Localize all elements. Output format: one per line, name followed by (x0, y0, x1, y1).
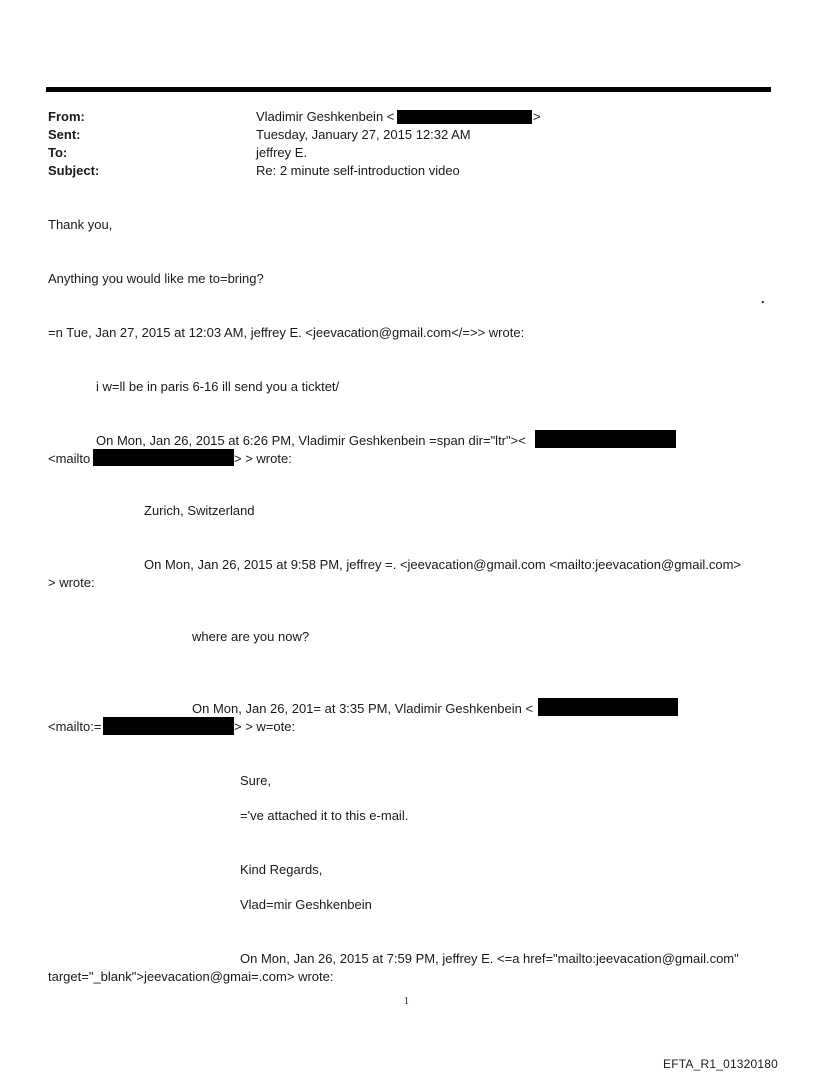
quote-header: On Mon, Jan 26, 201= at 3:35 PM, Vladimir Geshkenbein < (192, 701, 534, 716)
quote-header: =n Tue, Jan 27, 2015 at 12:03 AM, jeffrey E. <jeevacation@gmail.com</=>> wrote: (48, 325, 525, 340)
body-line: ='ve attached it to this e-mail. (240, 808, 409, 823)
sent-label: Sent: (48, 127, 81, 142)
body-line: Kind Regards, (240, 862, 323, 877)
quote-header: On Mon, Jan 26, 2015 at 9:58 PM, jeffrey =. <jeevacation@gmail.com <mailto:jeevacation@gmail.com> (144, 557, 742, 572)
stray-dot: . (761, 291, 765, 306)
from-label: From: (48, 109, 85, 124)
redaction-box (397, 110, 532, 124)
to-value: jeffrey E. (256, 145, 308, 160)
body-line: i w=ll be in paris 6-16 ill send you a ticktet/ (96, 379, 340, 394)
quote-header-wrote: target="_blank">jeevacation@gmai=.com> wrote: (48, 969, 334, 984)
body-line: Thank you, (48, 217, 113, 232)
subject-value: Re: 2 minute self-introduction video (256, 163, 460, 178)
sent-value: Tuesday, January 27, 2015 12:32 AM (256, 127, 471, 142)
signature: Vlad=mir Geshkenbein (240, 897, 372, 912)
document-id: EFTA_R1_01320180 (663, 1057, 779, 1071)
quote-header: On Mon, Jan 26, 2015 at 6:26 PM, Vladimir Geshkenbein =span dir="ltr">< (96, 433, 526, 448)
quote-header-mailto: <mailto:= (48, 719, 102, 734)
from-close: > (533, 109, 541, 124)
body-line: Zurich, Switzerland (144, 503, 255, 518)
header-rule (46, 87, 771, 92)
redaction-box (538, 698, 678, 716)
body-line: Sure, (240, 773, 272, 788)
page-number: 1 (404, 996, 409, 1007)
from-value: Vladimir Geshkenbein < (256, 109, 395, 124)
body-line: Anything you would like me to=bring? (48, 271, 264, 286)
redaction-box (93, 449, 234, 466)
to-label: To: (48, 145, 68, 160)
body-line: where are you now? (192, 629, 310, 644)
quote-header-wrote: > wrote: (48, 575, 95, 590)
quote-header-mailto: <mailto (48, 451, 91, 466)
redaction-box (103, 717, 234, 735)
quote-header-wrote: > > w=ote: (234, 719, 296, 734)
quote-header: On Mon, Jan 26, 2015 at 7:59 PM, jeffrey E. <=a href="mailto:jeevacation@gmail.com" (240, 951, 739, 966)
redaction-box (535, 430, 676, 448)
quote-header-wrote: > > wrote: (234, 451, 292, 466)
subject-label: Subject: (48, 163, 100, 178)
